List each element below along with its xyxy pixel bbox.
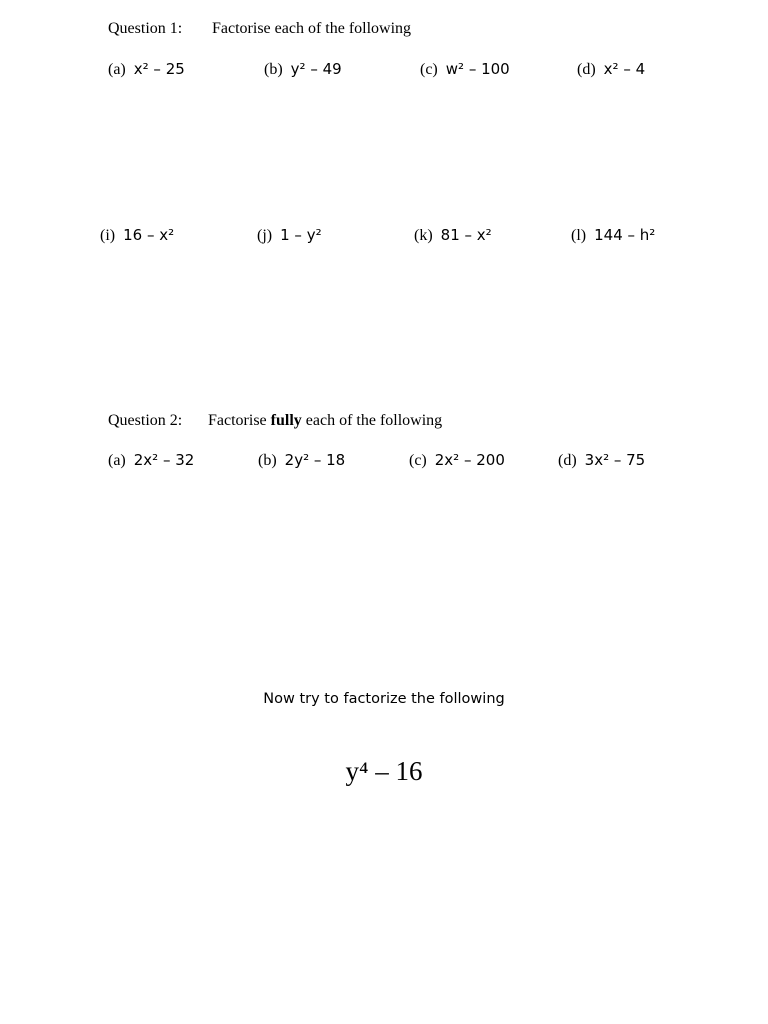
item-expression: x² – 25: [133, 60, 185, 78]
item-label: (k): [414, 227, 433, 244]
q2-item-b: [258, 451, 345, 470]
item-label: (d): [577, 61, 596, 78]
item-label: (b): [258, 452, 277, 469]
q1-item-c: [420, 60, 510, 79]
challenge-prompt: Now try to factorize the following: [263, 691, 505, 707]
item-label: (c): [409, 452, 427, 469]
q1-item-a: [108, 60, 185, 79]
q1-item-b: [264, 60, 342, 79]
item-expression: 2x² – 200: [434, 451, 505, 469]
q1-item-d: [577, 60, 645, 79]
item-label: (b): [264, 61, 283, 78]
item-label: (a): [108, 61, 126, 78]
q1-item-i: [100, 226, 174, 245]
item-label: (j): [257, 227, 273, 244]
question-1-instruction: Factorise each of the following: [212, 20, 412, 37]
item-expression: 2x² – 32: [133, 451, 195, 469]
item-expression: 1 – y²: [280, 226, 322, 244]
q2-item-a: [108, 451, 194, 470]
item-expression: 3x² – 75: [584, 451, 646, 469]
item-label: (a): [108, 452, 126, 469]
item-expression: x² – 4: [603, 60, 646, 78]
item-label: (d): [558, 452, 577, 469]
q1-item-l: [571, 226, 655, 245]
question-2-heading: [108, 412, 442, 430]
q1-item-j: [257, 226, 322, 245]
q2-item-d: [558, 451, 645, 470]
q2-item-c: [409, 451, 505, 470]
question-2-instruction-start: Factorise: [208, 412, 271, 429]
question-2-instruction-end: each of the following: [301, 412, 443, 429]
question-2-number: Question 2:: [108, 412, 183, 429]
challenge-expression: y⁴ – 16: [345, 756, 423, 786]
item-expression: y² – 49: [290, 60, 342, 78]
item-label: (c): [420, 61, 438, 78]
question-1-heading: [108, 20, 411, 38]
question-1-number: Question 1:: [108, 20, 183, 37]
item-expression: 144 – h²: [594, 226, 656, 244]
item-expression: 81 – x²: [440, 226, 492, 244]
item-label: (l): [571, 227, 587, 244]
item-label: (i): [100, 227, 116, 244]
item-expression: 2y² – 18: [284, 451, 346, 469]
q1-item-k: [414, 226, 492, 245]
item-expression: 16 – x²: [123, 226, 175, 244]
question-2-instruction-emphasis: fully: [270, 412, 302, 429]
item-expression: w² – 100: [445, 60, 510, 78]
